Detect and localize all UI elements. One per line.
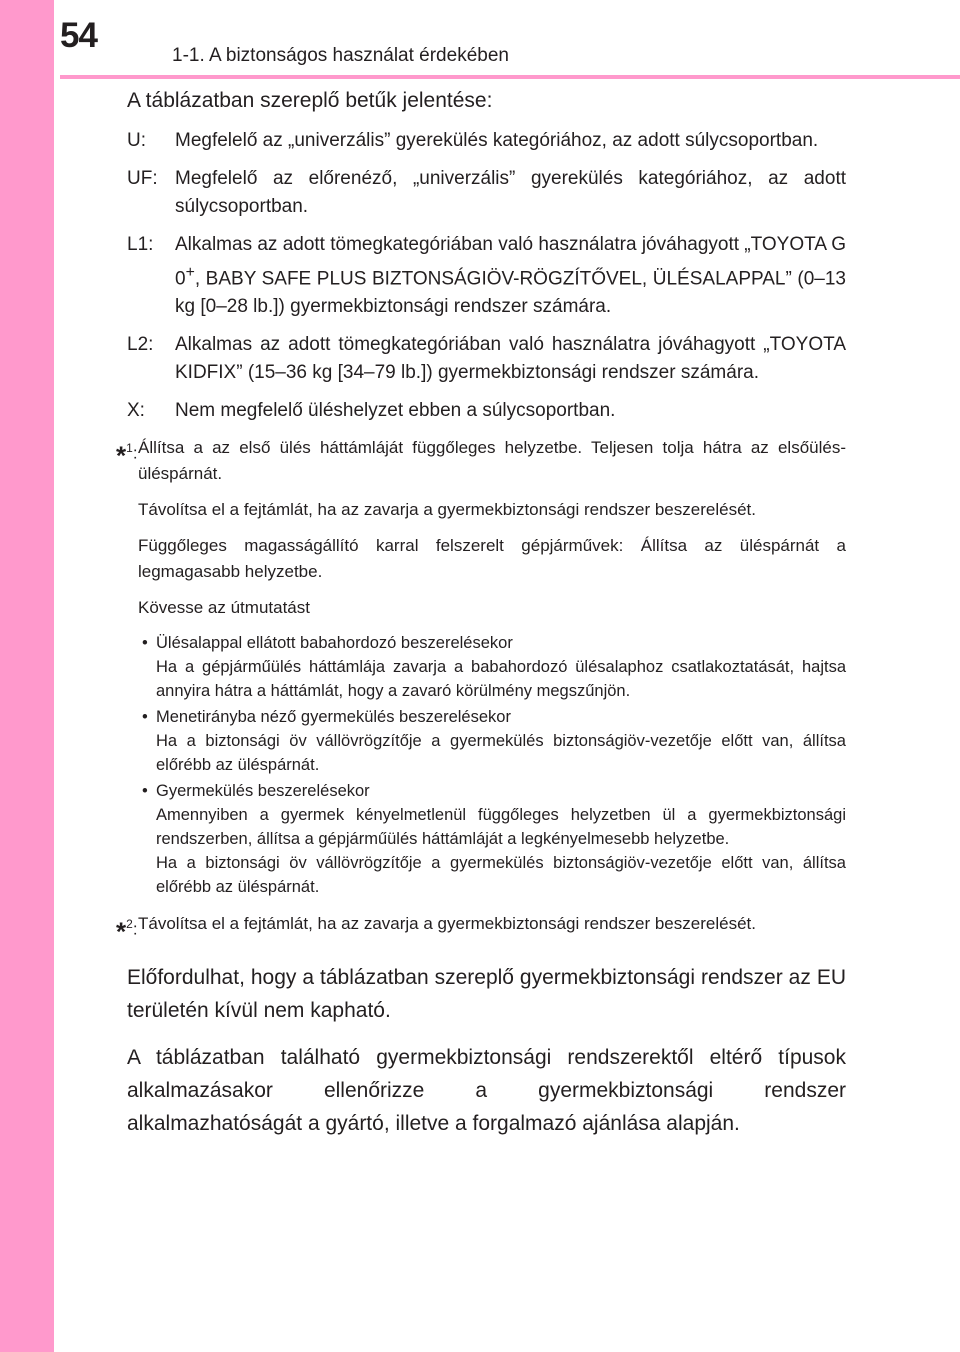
- definition-key: L2:: [127, 334, 154, 356]
- asterisk-icon: *: [116, 440, 127, 471]
- asterisk-icon: *: [116, 916, 127, 947]
- bullet-title: Menetirányba néző gyermekülés beszerelésekor: [156, 708, 511, 727]
- definition-text: Nem megfelelő üléshelyzet ebben a súlycsoportban.: [175, 400, 616, 422]
- superscript-plus: +: [185, 264, 195, 281]
- legend-title: A táblázatban szereplő betűk jelentése:: [127, 89, 493, 112]
- definition-uf: [127, 165, 846, 221]
- definition-text: Megfelelő az előrenéző, „univerzális” gyerekülés kategóriához, az adott súlycsoportban.: [175, 168, 846, 217]
- header-rule: [60, 75, 960, 79]
- footnote-paragraph: Függőleges magasságállító karral felszerelt gépjárművek: Állítsa az üléspárnát a legmagasabb helyzetbe.: [138, 536, 846, 582]
- bullet-title: Gyermekülés beszerelésekor: [156, 782, 370, 801]
- definition-l2: [127, 331, 846, 387]
- body-paragraph: A táblázatban található gyermekbiztonsági rendszerektől eltérő típusok alkalmazásakor ellenőrizze a gyermekbiztonsági rendszer alkalmazhatóságát a gyártó, illetve a forgalmazó ajánlása alapján.: [127, 1046, 846, 1136]
- footnote-paragraph: Kövesse az útmutatást: [138, 598, 310, 618]
- bullet-text: Amennyiben a gyermek kényelmetlenül függőleges helyzetben ül a gyermekbiztonsági rendszerben, állítsa a gépjárműülés háttámláját a legkényelmesebb helyzetbe.: [156, 806, 846, 849]
- footnote-2: [116, 911, 846, 947]
- footnote-paragraph: Állítsa a az első ülés háttámláját függőleges helyzetbe. Teljesen tolja hátra az elsőülés-üléspárnát.: [138, 438, 846, 484]
- bullet-list: [138, 631, 846, 899]
- definition-text-part: Alkalmas az adott tömegkategóriában való használatra jóváhagyott „TOYOTA G 0: [175, 234, 846, 290]
- footnote-paragraph: Távolítsa el a fejtámlát, ha az zavarja a gyermekbiztonsági rendszer beszerelését.: [138, 914, 756, 934]
- footnote-body: [138, 435, 846, 905]
- definition-key: U:: [127, 130, 146, 151]
- footnote-marker: [116, 435, 138, 905]
- bullet-icon: •: [142, 782, 148, 801]
- page-side-tab: [0, 0, 54, 1352]
- page-content: [116, 88, 846, 1140]
- list-item: [138, 779, 846, 899]
- page-number: 54: [60, 16, 97, 55]
- definition-key: X:: [127, 400, 145, 422]
- footnote-colon: :: [132, 919, 138, 939]
- bullet-text: Ha a gépjárműülés háttámlája zavarja a babahordozó ülésalaphoz csatlakoztatását, hajtsa annyira hátra a háttámlát, hogy a zavaró körülmény megszűnjön.: [156, 658, 846, 701]
- footnote-body: [138, 911, 846, 947]
- bullet-text: Ha a biztonsági öv vállövrögzítője a gyermekülés biztonságiöv-vezetője előtt van, állítsa előrébb az üléspárnát.: [156, 732, 846, 775]
- list-item: [138, 705, 846, 777]
- footnote-marker: [116, 911, 138, 947]
- footnote-1: [116, 435, 846, 905]
- bullet-text: Ha a biztonsági öv vállövrögzítője a gyermekülés biztonságiöv-vezetője előtt van, állítsa előrébb az üléspárnát.: [156, 854, 846, 897]
- definition-text: Alkalmas az adott tömegkategóriában való használatra jóváhagyott „TOYOTA KIDFIX” (15–36 kg [34–79 lb.]) gyermekbiztonsági rendszer számára.: [175, 334, 846, 384]
- definition-l1: [127, 231, 846, 321]
- footnote-number: 2: [126, 917, 133, 932]
- definition-u: [127, 127, 846, 155]
- definition-text: [175, 231, 846, 321]
- definition-key: UF:: [127, 168, 158, 189]
- bullet-title: Ülésalappal ellátott babahordozó beszerelésekor: [156, 634, 513, 653]
- list-item: [138, 631, 846, 703]
- body-paragraph: Előfordulhat, hogy a táblázatban szereplő gyermekbiztonsági rendszer az EU területén kívül nem kapható.: [127, 966, 846, 1023]
- footnote-number: 1: [126, 441, 133, 456]
- bullet-icon: •: [142, 708, 148, 727]
- footnote-paragraph: Távolítsa el a fejtámlát, ha az zavarja a gyermekbiztonsági rendszer beszerelését.: [138, 500, 756, 520]
- definition-x: [127, 397, 846, 425]
- bullet-icon: •: [142, 634, 148, 653]
- section-title: 1-1. A biztonságos használat érdekében: [172, 45, 509, 66]
- definition-key: L1:: [127, 234, 154, 255]
- footnote-colon: :: [132, 443, 138, 463]
- definition-text-part: , BABY SAFE PLUS BIZTONSÁGIÖV-RÖGZÍTŐVEL, ÜLÉSALAPPAL” (0–13 kg [0–28 lb.]) gyermekbiztonsági rendszer számára.: [175, 268, 846, 318]
- definition-text: Megfelelő az „univerzális” gyerekülés kategóriához, az adott súlycsoportban.: [175, 130, 819, 151]
